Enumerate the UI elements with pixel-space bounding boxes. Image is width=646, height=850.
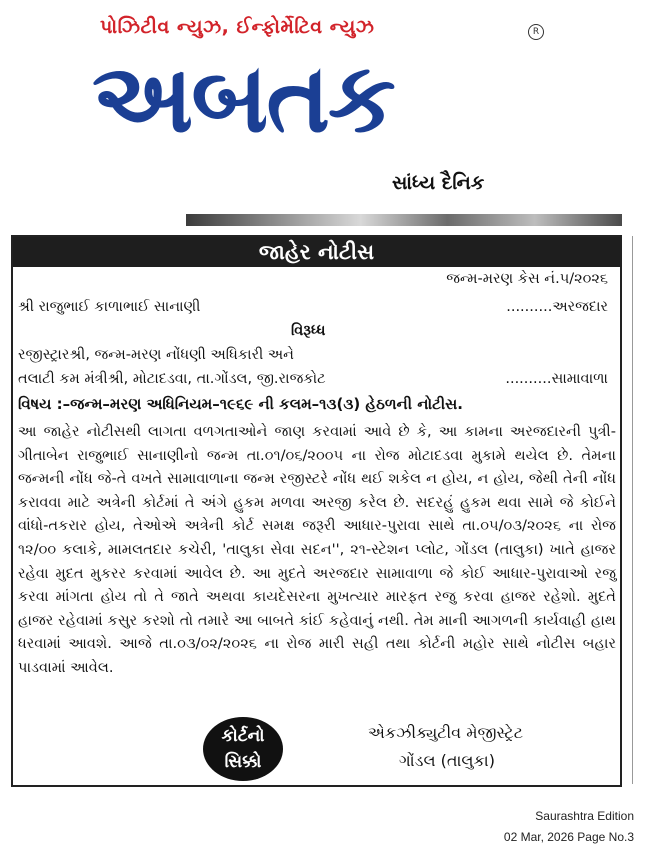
respondent-line-1: રજીસ્ટ્રારશ્રી, જન્મ-મરણ નોંધણી અધિકારી અને xyxy=(18,347,294,363)
seal-line-2: સિક્કો xyxy=(224,752,262,772)
edition-date-page: 02 Mar, 2026 Page No.3 xyxy=(503,830,634,844)
masthead-tagline: પોઝિટીવ ન્યુઝ, ઈન્ફોર્મેટિવ ન્યુઝ xyxy=(100,16,375,38)
notice-body: આ જાહેર નોટીસથી લાગતા વળગતાઓને જાણ કરવામાં આવે છે કે, આ કામના અરજદારની પુત્રી-ગીતાબેન રાજુભાઈ સાનાણીનો જન્મ તા.૦૧/૦૬/૨૦૦૫ ના રોજ મોટાદડવા મુકામે થયેલ છે. તેમના જન્મની નોંધ જે-તે વખતે સામાવાળાના જન્મ રજીસ્ટરે નોંધ થઈ શકેલ ન હોય, ન હોય, જેથી તેની નોંધ કરાવવા માટે અત્રેની કોર્ટમાં તે અંગે હુકમ મળવા અરજી કરેલ છે. સદરહું હુકમ થવા સામે જે કોઈને વાંધો-તકરાર હોય, તેઓએ અત્રેની કોર્ટ સમક્ષ જરૂરી આધાર-પુરાવા સાથે તા.૦૫/૦૩/૨૦૨૬ ના રોજ ૧૨/૦૦ કલાકે, મામલતદાર કચેરી, 'તાલુકા સેવા સદન'', ૨૧-સ્ટેશન પ્લોટ, ગોંડલ (તાલુકા) ખાતે હાજર રહેવા મુદત મુકરર કરવામાં આવેલ છે. આ મુદતે અરજદાર સામાવાળા જે કોઈ આધાર-પુરાવાઓ રજુ કરવા માંગતા હોય તો તે જાતે અથવા કાયદેસરના મુખત્યાર મારફત રજુ કરવા હાજર રહેશો. મુદતે હાજર રહેવામાં કસુર કરશો તો તમારે આ બાબતે કાંઈ કહેવાનું નથી. તેમ માની આગળની કાર્યવાહી હાથ ધરવામાં આવશે. આજે તા.૦૩/૦૨/૨૦૨૬ ના રોજ મારી સહી તથા કોર્ટની મહોર સાથે નોટીસ બહાર પાડવામાં આવેલ. xyxy=(18,423,616,676)
column-divider xyxy=(632,236,633,784)
edition-info xyxy=(504,806,634,848)
respondent-line-2: તલાટી કમ મંત્રીશ્રી, મોટાદડવા, તા.ગોંડલ, જી.રાજકોટ xyxy=(18,371,326,387)
signatory-place: ગોંડલ (તાલુકા) xyxy=(399,751,495,770)
respondent-role: ..........સામાવાળા xyxy=(505,371,608,387)
court-seal xyxy=(203,717,283,781)
signatory-title: એકઝીક્યુટીવ મેજીસ્ટ્રેટ xyxy=(368,723,524,742)
versus-label: વિરૂધ્ધ xyxy=(291,323,326,339)
applicant-name: શ્રી રાજુભાઈ કાળાભાઈ સાનાણી xyxy=(18,299,201,315)
registered-mark-icon: R xyxy=(528,24,544,40)
seal-line-1: કોર્ટનો xyxy=(221,726,265,746)
case-number: જન્મ-મરણ કેસ નં.૫/૨૦૨૬ xyxy=(446,271,608,287)
masthead xyxy=(0,0,646,215)
notice-subject: વિષય :–જન્મ–મરણ અધિનિયમ–૧૯૬૯ ની કલમ–૧૩(૩) હેઠળની નોટીસ. xyxy=(18,395,464,413)
newspaper-logo: અબતક xyxy=(92,42,394,154)
applicant-role: ..........અરજદાર xyxy=(506,299,608,315)
edition-name: Saurashtra Edition xyxy=(535,809,634,823)
masthead-subtitle: સાંધ્ય દૈનિક xyxy=(392,172,485,194)
photo-strip xyxy=(186,214,622,226)
public-notice xyxy=(11,235,622,787)
notice-title: જાહેર નોટીસ xyxy=(13,237,620,267)
